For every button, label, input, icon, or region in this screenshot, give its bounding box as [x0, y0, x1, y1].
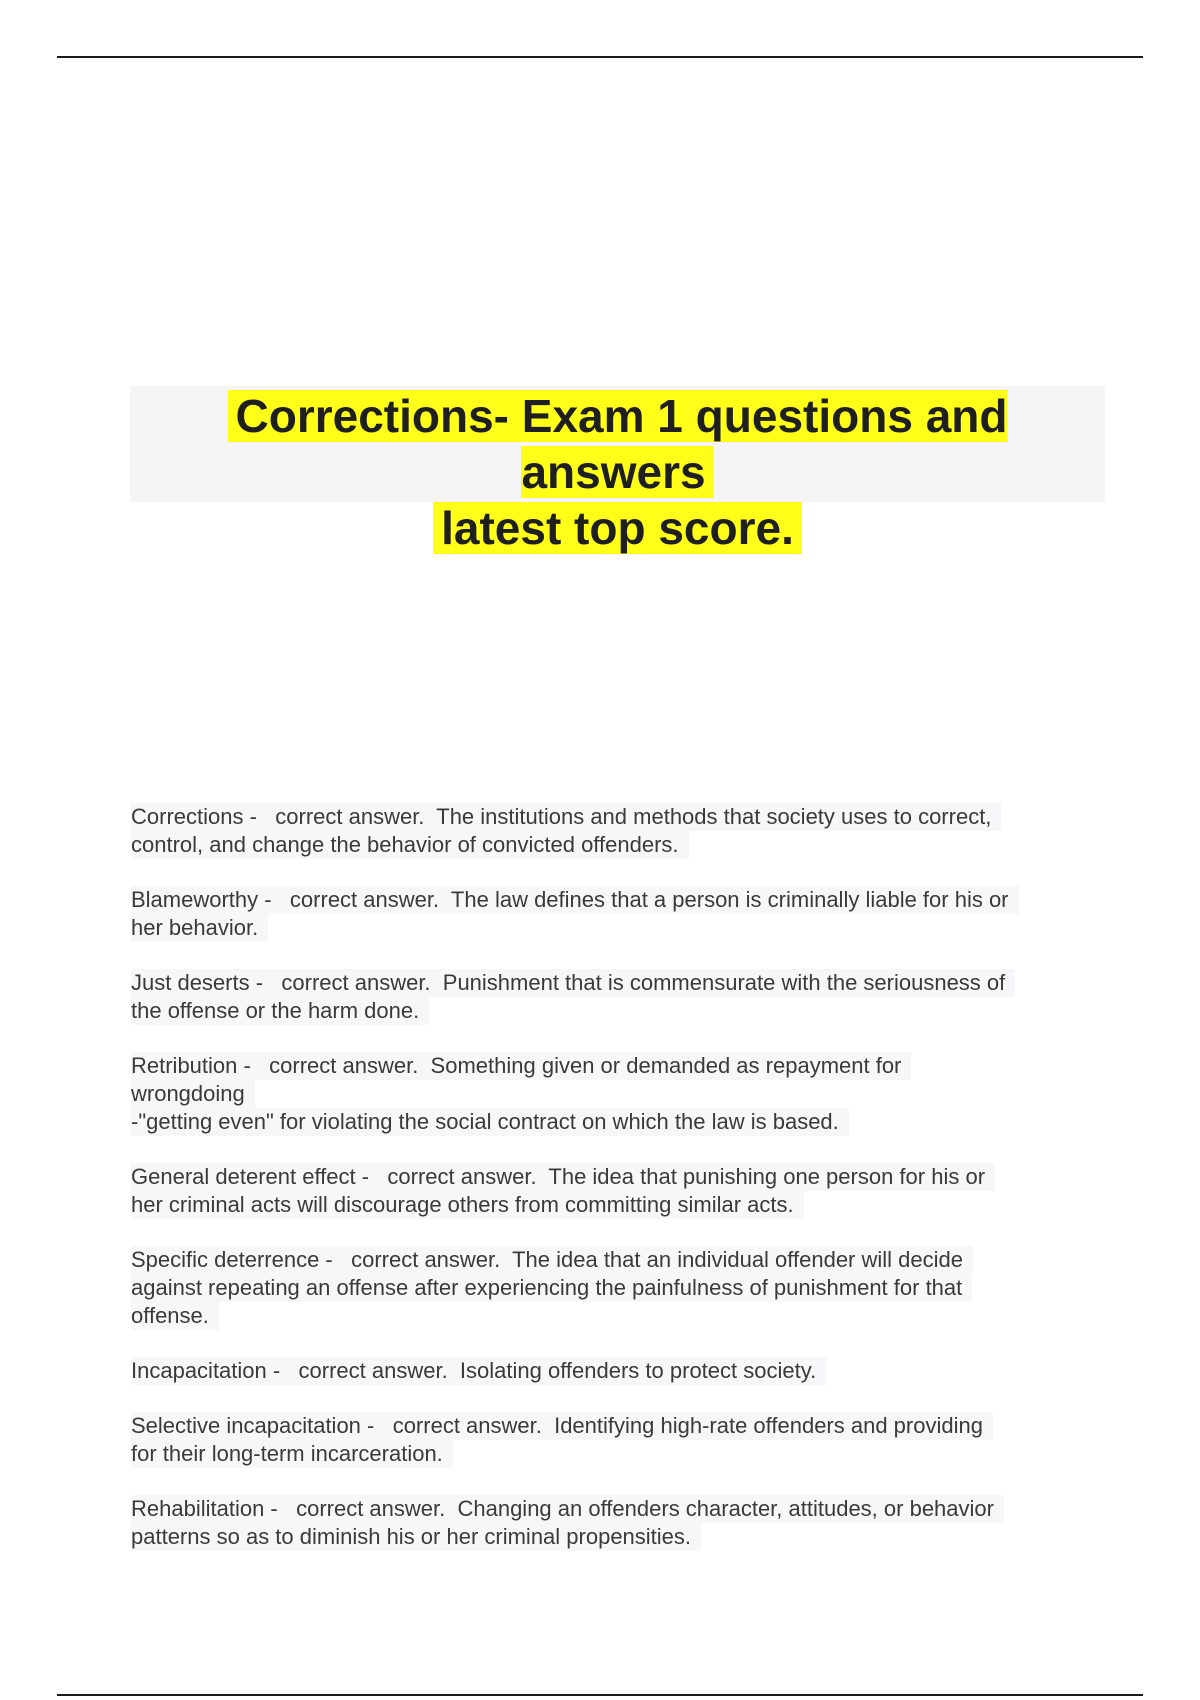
title-line-2: latest top score. [433, 502, 802, 554]
qa-entry-selective-incapacitation [131, 1412, 1111, 1468]
entry-text-line: Just deserts - correct answer. Punishment that is commensurate with the seriousness of [131, 969, 1015, 997]
document-title [130, 386, 1105, 556]
entry-text-line: Incapacitation - correct answer. Isolating offenders to protect society. [131, 1357, 826, 1385]
entry-text-line: Specific deterrence - correct answer. The idea that an individual offender will decide [131, 1246, 973, 1274]
qa-entry-specific-deterrence [131, 1246, 1111, 1330]
title-line-1: Corrections- Exam 1 questions and answers [228, 390, 1008, 498]
entry-text-line: General deterent effect - correct answer. The idea that punishing one person for his or [131, 1163, 995, 1191]
top-rule [57, 56, 1143, 58]
entry-text-line: wrongdoing [131, 1080, 255, 1108]
entry-text-line: Rehabilitation - correct answer. Changing an offenders character, attitudes, or behavior [131, 1495, 1004, 1523]
entry-text-line: -"getting even" for violating the social contract on which the law is based. [131, 1108, 849, 1136]
entry-text-line: for their long-term incarceration. [131, 1440, 453, 1468]
qa-entry-blameworthy [131, 886, 1111, 942]
entry-text-line: her behavior. [131, 914, 268, 942]
bottom-rule [57, 1694, 1143, 1696]
entry-text-line: Retribution - correct answer. Something given or demanded as repayment for [131, 1052, 911, 1080]
qa-entry-retribution [131, 1052, 1111, 1136]
qa-entry-corrections [131, 803, 1111, 859]
entry-text-line: against repeating an offense after experiencing the painfulness of punishment for that [131, 1274, 972, 1302]
entry-text-line: her criminal acts will discourage others from committing similar acts. [131, 1191, 804, 1219]
entry-text-line: patterns so as to diminish his or her criminal propensities. [131, 1523, 701, 1551]
qa-entry-general-deterrent [131, 1163, 1111, 1219]
title-block [130, 386, 1105, 554]
entry-text-line: the offense or the harm done. [131, 997, 429, 1025]
entry-text-line: Blameworthy - correct answer. The law defines that a person is criminally liable for his or [131, 886, 1019, 914]
entry-text-line: Corrections - correct answer. The institutions and methods that society uses to correct, [131, 803, 1001, 831]
entry-text-line: offense. [131, 1302, 219, 1330]
qa-entry-rehabilitation [131, 1495, 1111, 1551]
qa-list [131, 803, 1111, 1578]
entry-text-line: control, and change the behavior of convicted offenders. [131, 831, 689, 859]
qa-entry-just-deserts [131, 969, 1111, 1025]
qa-entry-incapacitation [131, 1357, 1111, 1385]
entry-text-line: Selective incapacitation - correct answer. Identifying high-rate offenders and providing [131, 1412, 993, 1440]
